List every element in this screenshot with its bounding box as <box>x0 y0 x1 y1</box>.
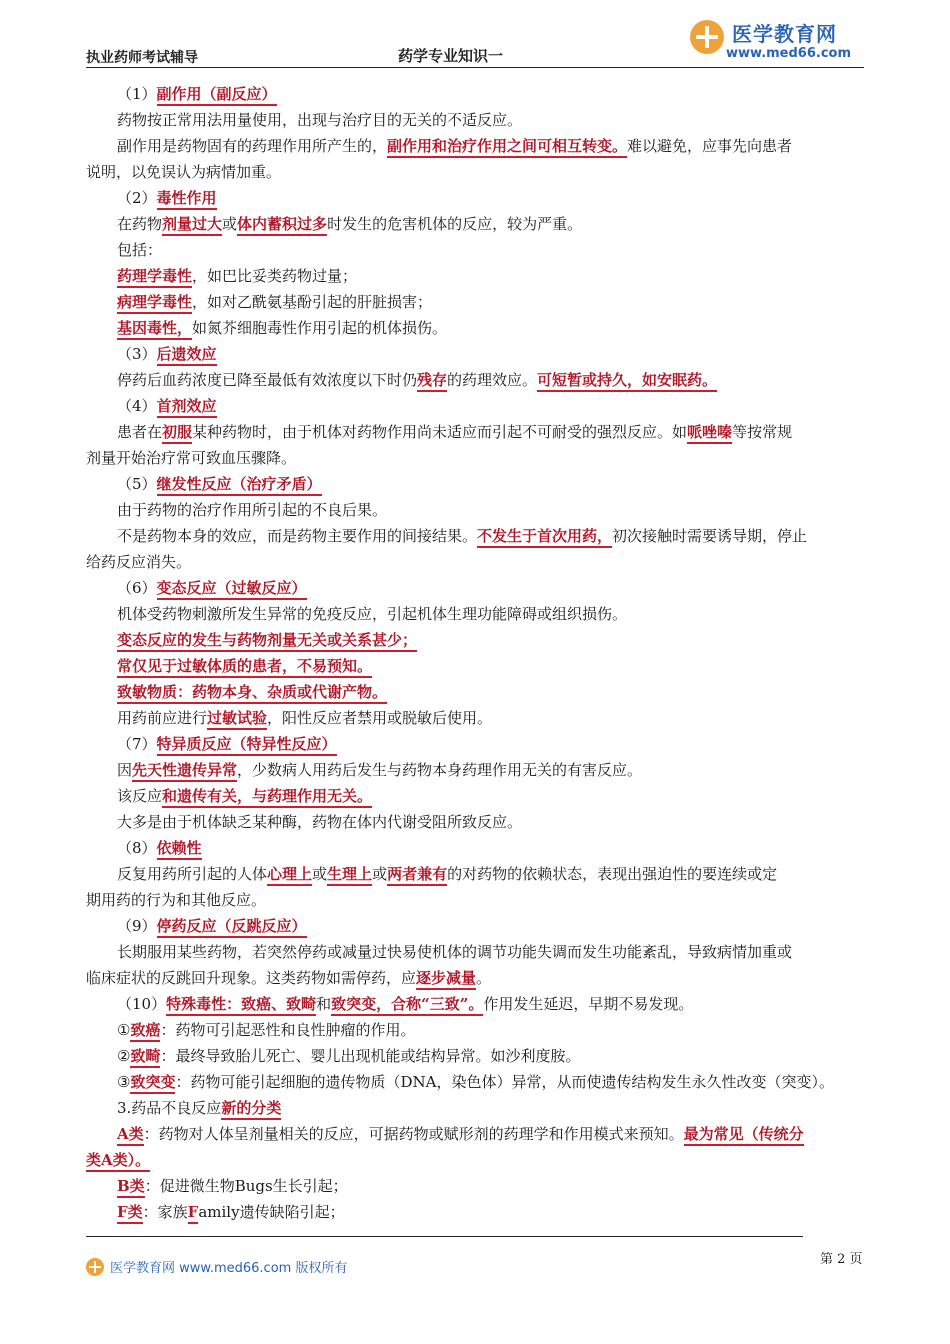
text-span: ：药物可引起恶性和良性肿瘤的作用。 <box>160 1021 416 1039</box>
text-line <box>117 994 693 1014</box>
text-span: 或 <box>312 865 328 883</box>
highlighted-term: 先天性遗传异常 <box>132 761 237 782</box>
text-line <box>117 578 307 598</box>
text-line <box>117 292 432 312</box>
text-line <box>117 318 447 338</box>
text-line <box>117 682 387 702</box>
text-span: 不是药物本身的效应，而是药物主要作用的间接结果。 <box>117 527 478 545</box>
text-span: （2） <box>117 189 157 207</box>
text-span: （10） <box>117 995 167 1013</box>
text-span: ，如对乙酰氨基酚引起的肝脏损害； <box>192 293 433 311</box>
text-span: 该反应 <box>117 787 163 805</box>
text-line <box>117 240 162 260</box>
highlighted-term: 残存 <box>417 371 447 392</box>
text-span: ：药物可能引起细胞的遗传物质（DNA，染色体）异常，从而使遗传结构发生永久性改变（突变）。 <box>175 1073 834 1091</box>
text-span: （7） <box>117 735 157 753</box>
text-span: （4） <box>117 397 157 415</box>
text-line <box>117 786 372 806</box>
highlighted-term: 体内蓄积过多 <box>237 215 327 236</box>
text-span: （6） <box>117 579 157 597</box>
footer-logo <box>86 1256 386 1278</box>
highlighted-term: 继发性反应（治疗矛盾） <box>157 475 322 496</box>
text-line <box>117 708 492 728</box>
text-span: ：家族 <box>142 1203 188 1221</box>
highlighted-term: 新的分类 <box>221 1099 281 1120</box>
highlighted-term: 生理上 <box>327 865 372 886</box>
text-span: 在药物 <box>117 215 163 233</box>
text-span: 某种药物时，由于机体对药物作用尚未适应而引起不可耐受的强烈反应。如 <box>192 423 688 441</box>
highlighted-term: 药理学毒性 <box>117 267 192 288</box>
text-span: 期用药的行为和其他反应。 <box>86 891 267 909</box>
highlighted-term: 副作用和治疗作用之间可相互转变。 <box>387 137 627 158</box>
highlighted-term: 逐步减量 <box>416 969 476 990</box>
site-logo <box>690 18 870 68</box>
highlighted-term: 特殊毒性：致癌、致畸 <box>166 995 316 1016</box>
highlighted-term: 致突变，合称“三致”。 <box>331 995 483 1016</box>
text-span: 用药前应进行 <box>117 709 208 727</box>
text-span: ：药物对人体呈剂量相关的反应，可据药物或赋形剂的药理学和作用模式来预知。 <box>143 1125 684 1143</box>
text-span: 大多是由于机体缺乏某种酶，药物在体内代谢受阻所致反应。 <box>117 813 523 831</box>
highlighted-term: 变态反应的发生与药物剂量无关或关系甚少； <box>117 631 417 652</box>
text-line <box>86 968 491 988</box>
text-line <box>117 526 807 546</box>
highlighted-term: 停药反应（反跳反应） <box>157 917 307 938</box>
highlighted-term: 和遗传有关，与药理作用无关。 <box>162 787 372 808</box>
text-line <box>117 422 792 442</box>
highlighted-term: 不发生于首次用药， <box>477 527 612 548</box>
text-line <box>117 864 777 884</box>
highlighted-term: 常仅见于过敏体质的患者，不易预知。 <box>117 657 372 678</box>
text-span: ：最终导致胎儿死亡、婴儿出现机能或结构异常。如沙利度胺。 <box>160 1047 581 1065</box>
text-span: 副作用是药物固有的药理作用所产生的， <box>117 137 388 155</box>
text-line <box>86 890 266 910</box>
highlighted-term: 可短暂或持久，如安眠药。 <box>537 371 717 392</box>
text-span: ，少数病人用药后发生与药物本身药理作用无关的有害反应。 <box>237 761 643 779</box>
text-span: 包括： <box>117 241 163 259</box>
text-line <box>117 136 792 156</box>
text-span: 的药理效应。 <box>447 371 538 389</box>
text-span: 和 <box>316 995 332 1013</box>
header-divider <box>86 67 864 68</box>
text-line <box>117 84 277 104</box>
text-line <box>117 1176 348 1196</box>
text-span: 3.药品不良反应 <box>117 1099 222 1117</box>
text-line <box>117 1202 345 1222</box>
highlighted-term: 致敏物质：药物本身、杂质或代谢产物。 <box>117 683 387 704</box>
highlighted-term: F <box>188 1203 199 1224</box>
logo-url: www.med66.com <box>726 46 852 61</box>
text-span: 因 <box>117 761 133 779</box>
highlighted-term: A类 <box>117 1125 144 1146</box>
text-line <box>117 1046 580 1066</box>
text-span: 。 <box>476 969 492 987</box>
highlighted-term: 哌唑嗪 <box>687 423 732 444</box>
text-span: 的对药物的依赖状态，表现出强迫性的要连续或定 <box>447 865 778 883</box>
medical-cross-footer-icon <box>86 1258 104 1276</box>
text-span: 给药反应消失。 <box>86 553 192 571</box>
text-span: 或 <box>372 865 388 883</box>
highlighted-term: 致畸 <box>130 1047 160 1068</box>
text-line <box>117 1124 804 1144</box>
text-line <box>117 500 387 520</box>
text-span: ，阳性反应者禁用或脱敏后使用。 <box>267 709 493 727</box>
text-line <box>117 916 307 936</box>
text-span: 由于药物的治疗作用所引起的不良后果。 <box>117 501 388 519</box>
text-line <box>117 266 357 286</box>
highlighted-term: 基因毒性， <box>117 319 192 340</box>
text-line <box>117 760 642 780</box>
text-span: 作用发生延迟，早期不易发现。 <box>483 995 694 1013</box>
highlighted-term: 依赖性 <box>157 839 202 860</box>
text-line <box>86 552 191 572</box>
text-span: 说明，以免误认为病情加重。 <box>86 163 282 181</box>
text-line <box>117 812 522 832</box>
text-span: 或 <box>222 215 238 233</box>
text-line <box>117 734 337 754</box>
text-span: 如氮芥细胞毒性作用引起的机体损伤。 <box>192 319 448 337</box>
text-span: 患者在 <box>117 423 163 441</box>
text-line <box>117 396 217 416</box>
text-line <box>117 188 217 208</box>
text-line <box>117 838 202 858</box>
highlighted-term: 心理上 <box>267 865 312 886</box>
text-line <box>117 942 792 962</box>
highlighted-term: 病理学毒性 <box>117 293 192 314</box>
text-span: 长期服用某些药物，若突然停药或减量过快易使机体的调节功能失调而发生功能紊乱，导致病情加重或 <box>117 943 793 961</box>
text-line <box>117 370 717 390</box>
text-span: ① <box>117 1021 131 1039</box>
highlighted-term: 过敏试验 <box>207 709 267 730</box>
header-center-title: 药学专业知识一 <box>398 47 504 65</box>
highlighted-term: 变态反应（过敏反应） <box>157 579 307 600</box>
highlighted-term: 最为常见（传统分 <box>684 1125 804 1146</box>
footer-copyright: 医学教育网 www.med66.com 版权所有 <box>110 1261 348 1276</box>
text-span: ：促进微生物Bugs生长引起； <box>144 1177 348 1195</box>
text-span: 等按常规 <box>732 423 793 441</box>
text-span: 停药后血药浓度已降至最低有效浓度以下时仍 <box>117 371 418 389</box>
footer-divider <box>86 1236 803 1237</box>
text-line <box>86 448 296 468</box>
text-line <box>117 214 582 234</box>
highlighted-term: 初服 <box>162 423 192 444</box>
text-span: （8） <box>117 839 157 857</box>
highlighted-term: 副作用（副反应） <box>157 85 277 106</box>
text-line <box>117 1072 834 1092</box>
text-span: ，如巴比妥类药物过量； <box>192 267 358 285</box>
text-span: 临床症状的反跳回升现象。这类药物如需停药，应 <box>86 969 417 987</box>
highlighted-term: 致突变 <box>130 1073 175 1094</box>
text-line <box>117 656 372 676</box>
highlighted-term: 特异质反应（特异性反应） <box>157 735 337 756</box>
text-span: （1） <box>117 85 157 103</box>
text-span: （9） <box>117 917 157 935</box>
page-number: 第 2 页 <box>820 1252 863 1267</box>
medical-cross-logo-icon <box>690 20 724 54</box>
highlighted-term: 类A类）。 <box>86 1151 150 1172</box>
text-span: 药物按正常用法用量使用，出现与治疗目的无关的不适反应。 <box>117 111 523 129</box>
highlighted-term: F类 <box>117 1203 143 1224</box>
logo-name: 医学教育网 <box>732 22 837 46</box>
text-span: amily遗传缺陷引起； <box>198 1203 345 1221</box>
highlighted-term: 致癌 <box>130 1021 160 1042</box>
text-line <box>117 604 627 624</box>
text-line <box>117 630 417 650</box>
highlighted-term: 两者兼有 <box>387 865 447 886</box>
text-span: 初次接触时需要诱导期，停止 <box>612 527 808 545</box>
text-span: （3） <box>117 345 157 363</box>
header-left-title: 执业药师考试辅导 <box>86 50 198 66</box>
highlighted-term: B类 <box>117 1177 145 1198</box>
text-line <box>117 1020 415 1040</box>
text-span: 时发生的危害机体的反应，较为严重。 <box>327 215 583 233</box>
text-line <box>117 110 522 130</box>
highlighted-term: 毒性作用 <box>157 189 217 210</box>
text-span: 剂量开始治疗常可致血压骤降。 <box>86 449 297 467</box>
text-span: 机体受药物刺激所发生异常的免疫反应，引起机体生理功能障碍或组织损伤。 <box>117 605 628 623</box>
highlighted-term: 剂量过大 <box>162 215 222 236</box>
highlighted-term: 首剂效应 <box>157 397 217 418</box>
text-line <box>117 474 322 494</box>
text-line <box>117 344 217 364</box>
text-span: ② <box>117 1047 131 1065</box>
text-span: 反复用药所引起的人体 <box>117 865 268 883</box>
text-span: （5） <box>117 475 157 493</box>
text-line <box>86 162 281 182</box>
text-line <box>117 1098 281 1118</box>
text-line <box>86 1150 150 1170</box>
text-span: 难以避免，应事先向患者 <box>627 137 793 155</box>
highlighted-term: 后遗效应 <box>157 345 217 366</box>
text-span: ③ <box>117 1073 131 1091</box>
